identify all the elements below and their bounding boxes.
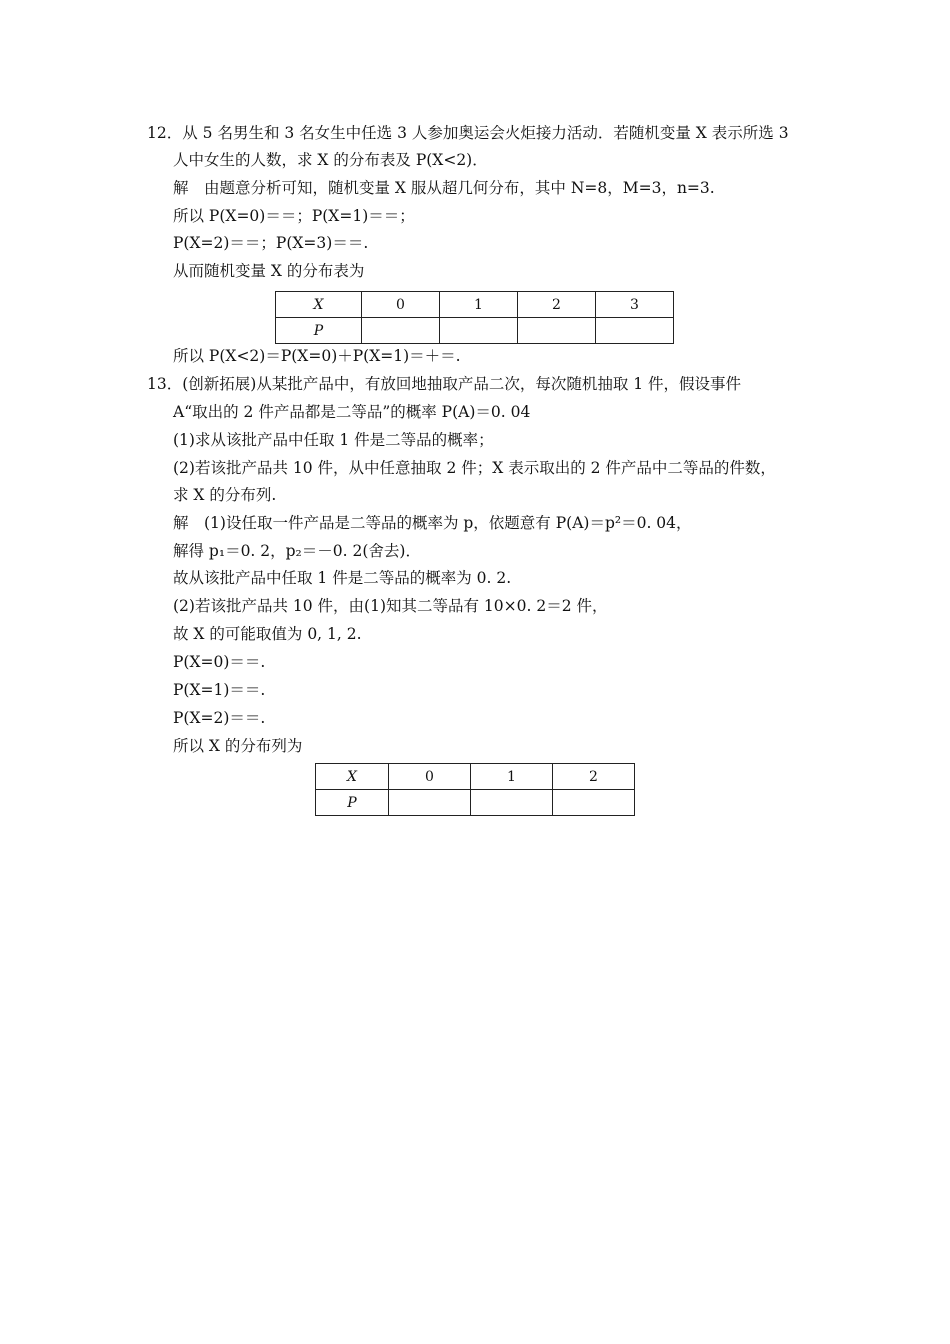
probability-cell xyxy=(518,318,596,344)
table-row xyxy=(316,764,635,790)
q13-solution-line4: (2)若该批产品共 10 件，由(1)知其二等品有 10×0. 2＝2 件， xyxy=(173,597,608,615)
q12-solution-line2: 所以 P(X=0)＝＝；P(X=1)＝＝； xyxy=(173,207,415,225)
q13-solution-line5: 故 X 的可能取值为 0, 1, 2. xyxy=(173,625,362,643)
value-cell: 2 xyxy=(553,764,635,790)
value-cell: 0 xyxy=(362,292,440,318)
q12-solution-line3: P(X=2)＝＝；P(X=3)＝＝. xyxy=(173,234,369,252)
q12-solution-line1: 解 由题意分析可知，随机变量 X 服从超几何分布，其中 N=8，M=3，n=3. xyxy=(173,179,715,197)
q13-part2-line2: 求 X 的分布列. xyxy=(173,486,277,504)
table-row xyxy=(276,318,674,344)
row-label-p: P xyxy=(276,318,362,344)
row-label-p: P xyxy=(316,790,389,816)
q12-stem-line1: 12．从 5 名男生和 3 名女生中任选 3 人参加奥运会火炬接力活动．若随机变量 X 表示所选 3 xyxy=(147,124,789,142)
q13-solution-line8: P(X=2)＝＝. xyxy=(173,709,266,727)
q12-stem-line2: 人中女生的人数，求 X 的分布表及 P(X<2)． xyxy=(173,151,488,169)
probability-cell xyxy=(471,790,553,816)
value-cell: 0 xyxy=(389,764,471,790)
probability-cell xyxy=(389,790,471,816)
q13-solution-line1: 解 (1)设任取一件产品是二等品的概率为 p，依题意有 P(A)＝p²＝0. 04， xyxy=(173,514,692,532)
q13-distribution-table xyxy=(315,763,635,816)
table-row xyxy=(316,790,635,816)
q13-solution-line3: 故从该批产品中任取 1 件是二等品的概率为 0. 2. xyxy=(173,569,512,587)
probability-cell xyxy=(596,318,674,344)
q13-solution-line7: P(X=1)＝＝. xyxy=(173,681,266,699)
row-label-x: X xyxy=(316,764,389,790)
probability-cell xyxy=(362,318,440,344)
q13-solution-line2: 解得 p₁＝0. 2，p₂＝－0. 2(舍去)． xyxy=(173,542,421,560)
q13-part2-line1: (2)若该批产品共 10 件，从中任意抽取 2 件；X 表示取出的 2 件产品中二等品的件数， xyxy=(173,459,776,477)
table-row xyxy=(276,292,674,318)
value-cell: 2 xyxy=(518,292,596,318)
q12-solution-line5: 所以 P(X<2)＝P(X=0)＋P(X=1)＝＋＝. xyxy=(173,347,461,365)
q13-stem-line1: 13．(创新拓展)从某批产品中，有放回地抽取产品二次，每次随机抽取 1 件，假设事件 xyxy=(147,375,742,393)
row-label-x: X xyxy=(276,292,362,318)
probability-cell xyxy=(553,790,635,816)
q13-part1: (1)求从该批产品中任取 1 件是二等品的概率； xyxy=(173,431,494,449)
q12-solution-line4: 从而随机变量 X 的分布表为 xyxy=(173,262,365,280)
value-cell: 1 xyxy=(440,292,518,318)
probability-cell xyxy=(440,318,518,344)
q13-stem-line2: A“取出的 2 件产品都是二等品”的概率 P(A)＝0. 04 xyxy=(173,403,531,421)
q13-solution-line9: 所以 X 的分布列为 xyxy=(173,737,303,755)
value-cell: 3 xyxy=(596,292,674,318)
value-cell: 1 xyxy=(471,764,553,790)
q12-distribution-table xyxy=(275,291,674,344)
q13-solution-line6: P(X=0)＝＝. xyxy=(173,653,266,671)
